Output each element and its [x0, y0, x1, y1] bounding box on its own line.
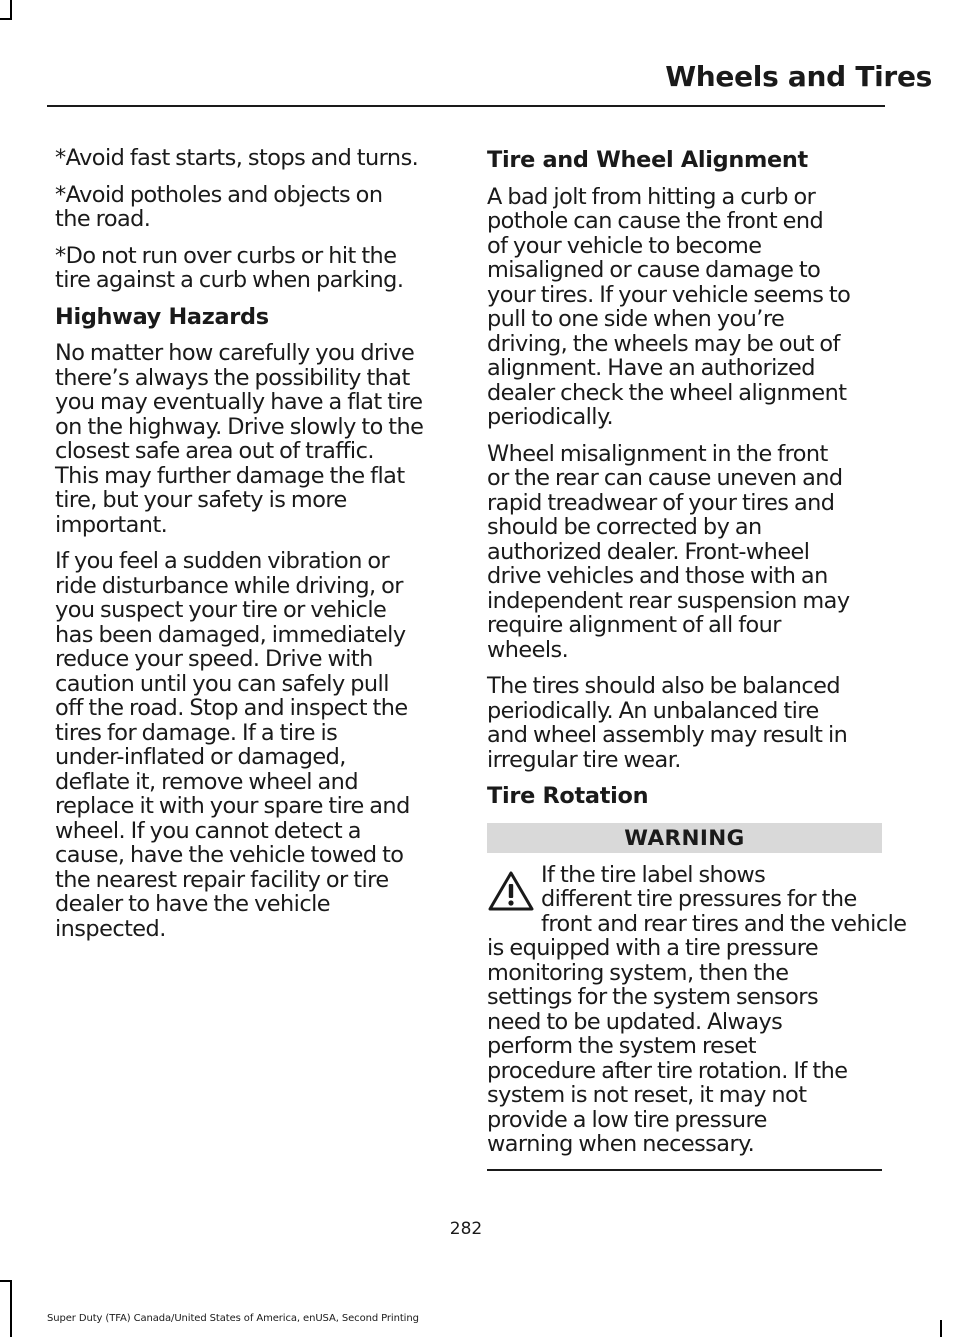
right-column — [487, 146, 907, 1171]
paragraph-highway-hazards: No matter how carefully you drive there’s always the possibility that you may eventually have a flat tire on the highway. Drive slowly to the closest safe area out of traffic. This may further damage the flat tire, but your safety is more important. — [55, 340, 424, 538]
page-header-title: Wheels and Tires — [665, 60, 932, 93]
paragraph-wheel-misalignment: Wheel misalignment in the front or the rear can cause uneven and rapid treadwear of your tires and should be corrected by an authorized dealer. Front-wheel drive vehicles and those with an independent rear suspension may require alignment of all four wheels. — [487, 440, 850, 663]
header-rule — [47, 105, 885, 107]
page-number: 282 — [449, 1219, 483, 1239]
paragraph-tire-balancing: The tires should also be balanced periodically. An unbalanced tire and wheel assembly may result in irregular tire wear. — [487, 673, 848, 773]
crop-mark — [10, 0, 12, 20]
heading-tire-wheel-alignment: Tire and Wheel Alignment — [487, 147, 808, 173]
crop-mark — [0, 1280, 12, 1282]
warning-bottom-rule — [487, 1169, 882, 1171]
crop-mark — [940, 1320, 942, 1337]
edition-footer: Super Duty (TFA) Canada/United States of America, enUSA, Second Printing — [47, 1313, 419, 1324]
left-column — [55, 146, 450, 953]
warning-text: If the tire label shows different tire pressures for the front and rear tires and the vehicle is equipped with a tire pressure monitoring system, then the settings for the system sensors need to be updated. Always perform the system reset procedure after tire rotation. If the system is not reset, it may not provide a low tire pressure warning when necessary. — [487, 861, 907, 1157]
tip-curbs: *Do not run over curbs or hit the tire against a curb when parking. — [55, 242, 404, 293]
crop-mark — [10, 1280, 12, 1337]
tip-fast-starts: *Avoid fast starts, stops and turns. — [55, 145, 419, 171]
crop-mark — [0, 18, 12, 20]
paragraph-bad-jolt: A bad jolt from hitting a curb or pothole can cause the front end of your vehicle to become misaligned or cause damage to your tires. If your vehicle seems to pull to one side when you’re driving, the wheels may be out of alignment. Have an authorized dealer check the wheel alignment periodically. — [487, 183, 851, 430]
paragraph-sudden-vibration: If you feel a sudden vibration or ride disturbance while driving, or you suspect your tire or vehicle has been damaged, immediately reduce your speed. Drive with caution until you can safely pull off the road. Stop and inspect the tires for damage. If a tire is under-inflated or damaged, deflate it, remove wheel and replace it with your spare tire and wheel. If you cannot detect a cause, have the vehicle towed to the nearest repair facility or tire dealer to have the vehicle inspected. — [55, 548, 410, 942]
heading-highway-hazards: Highway Hazards — [55, 303, 269, 330]
heading-tire-rotation: Tire Rotation — [487, 783, 649, 809]
warning-banner: WARNING — [487, 823, 882, 853]
warning-triangle-icon — [487, 869, 535, 913]
tip-potholes: *Avoid potholes and objects on the road. — [55, 181, 383, 232]
